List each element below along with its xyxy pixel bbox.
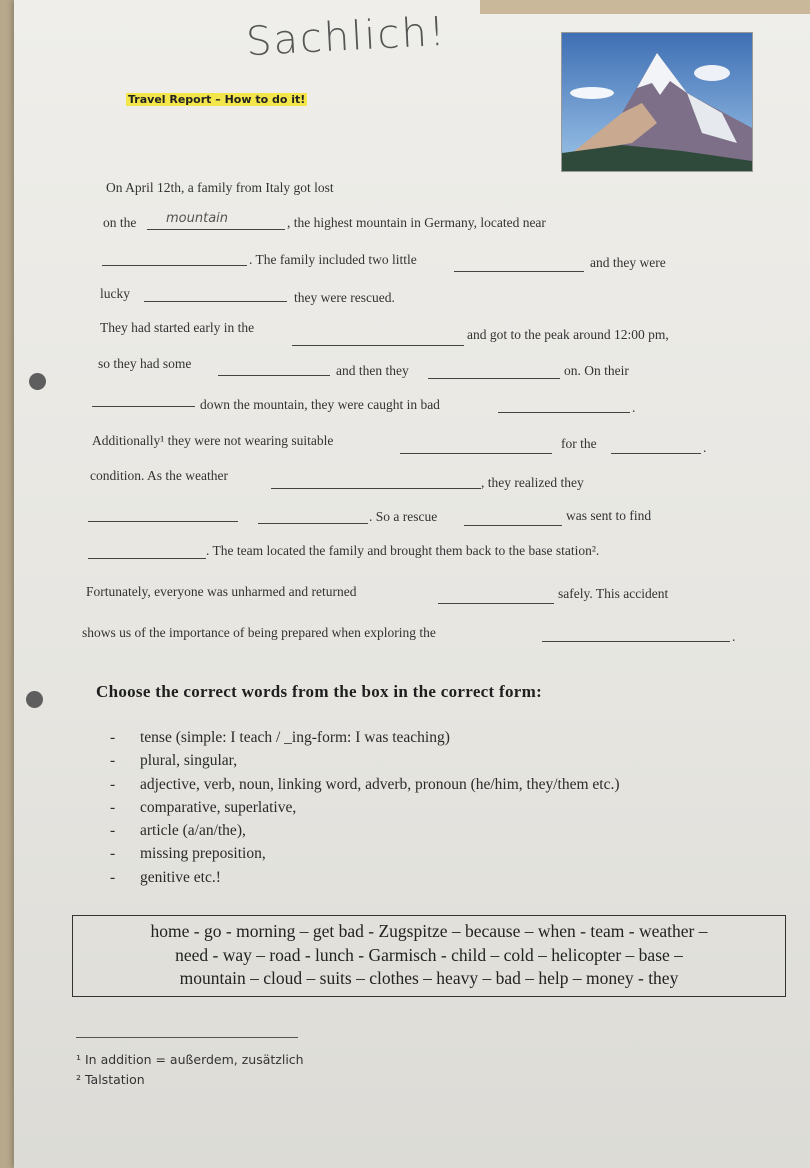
answer-blank[interactable] — [542, 640, 730, 642]
answer-blank[interactable] — [102, 264, 247, 266]
list-item: - adjective, verb, noun, linking word, adverb, pronoun (he/him, they/them etc.) — [110, 775, 620, 793]
answer-blank[interactable] — [498, 411, 630, 413]
handwritten-header: Sachlich! — [244, 8, 448, 66]
text-line: and got to the peak around 12:00 pm, — [467, 327, 669, 342]
instruction-list — [110, 726, 620, 889]
text-line: for the — [561, 436, 597, 451]
text-line: . — [703, 440, 707, 455]
answer-blank[interactable] — [258, 522, 368, 524]
answer-blank[interactable] — [400, 452, 552, 454]
text-line: Fortunately, everyone was unharmed and returned — [86, 584, 357, 599]
hole-punch-dot — [26, 691, 43, 708]
mountain-illustration — [562, 33, 752, 171]
answer-blank[interactable] — [144, 300, 287, 302]
worksheet-title: Travel Report – How to do it! — [128, 93, 306, 106]
instructions-heading: Choose the correct words from the box in the correct form: — [96, 682, 543, 701]
answer-blank[interactable] — [218, 374, 330, 376]
text-line: was sent to find — [566, 508, 652, 523]
text-line: On April 12th, a family from Italy got lost — [106, 180, 334, 195]
answer-blank[interactable] — [454, 270, 584, 272]
worksheet-page — [14, 0, 810, 1168]
text-line: . So a rescue — [369, 509, 438, 524]
text-line: . — [732, 629, 736, 644]
list-item: - tense (simple: I teach / _ing-form: I was teaching) — [110, 729, 450, 746]
answer-blank[interactable] — [271, 487, 481, 489]
mountain-photo — [561, 32, 753, 172]
text-line: so they had some — [98, 356, 192, 371]
text-line: down the mountain, they were caught in bad — [200, 397, 440, 412]
text-line: and then they — [336, 363, 409, 378]
answer-blank[interactable] — [438, 602, 554, 604]
footnote: ² Talstation — [76, 1072, 145, 1087]
footnote: ¹ In addition = außerdem, zusätzlich — [76, 1052, 304, 1067]
answer-blank[interactable] — [88, 520, 238, 522]
text-line: . The family included two little — [249, 252, 417, 267]
text-line: and they were — [590, 255, 666, 270]
footnote-divider — [76, 1037, 298, 1038]
list-item: - missing preposition, — [110, 845, 266, 863]
list-item: - comparative, superlative, — [110, 798, 297, 816]
text-line: they were rescued. — [294, 290, 395, 305]
text-line: They had started early in the — [100, 320, 255, 335]
answer-blank[interactable] — [147, 228, 285, 230]
text-line: on. On their — [564, 363, 629, 378]
text-line: shows us of the importance of being prepared when exploring the — [82, 625, 436, 640]
text-line: on the — [103, 215, 137, 230]
text-line: condition. As the weather — [90, 468, 228, 483]
text-line: . — [632, 400, 636, 415]
text-line: Additionally¹ they were not wearing suitable — [92, 433, 334, 448]
background-corner — [480, 0, 810, 14]
word-box-line: home - go - morning – get bad - Zugspitze – because – when - team - weather – — [150, 921, 708, 941]
text-line: . The team located the family and brought them back to the base station². — [206, 543, 600, 558]
answer-blank[interactable] — [464, 524, 562, 526]
answer-blank[interactable] — [92, 405, 195, 407]
answer-blank[interactable] — [88, 557, 206, 559]
answer-blank[interactable] — [428, 377, 560, 379]
hole-punch-dot — [29, 373, 46, 390]
list-item: - plural, singular, — [110, 752, 238, 770]
answer-blank[interactable] — [292, 344, 464, 346]
word-box-line: mountain – cloud – suits – clothes – heavy – bad – help – money - they — [179, 968, 679, 988]
word-box-line: need - way – road - lunch - Garmisch - child – cold – helicopter – base – — [175, 944, 683, 965]
text-line: safely. This accident — [558, 586, 669, 601]
list-item: - genitive etc.! — [110, 868, 221, 886]
text-line: , they realized they — [481, 475, 584, 490]
word-box — [72, 915, 786, 997]
answer-blank[interactable] — [611, 452, 701, 454]
list-item: - article (a/an/the), — [110, 822, 246, 840]
handwritten-answer: mountain — [166, 211, 229, 226]
text-line: , the highest mountain in Germany, located near — [287, 215, 546, 230]
text-line: lucky — [100, 286, 130, 301]
